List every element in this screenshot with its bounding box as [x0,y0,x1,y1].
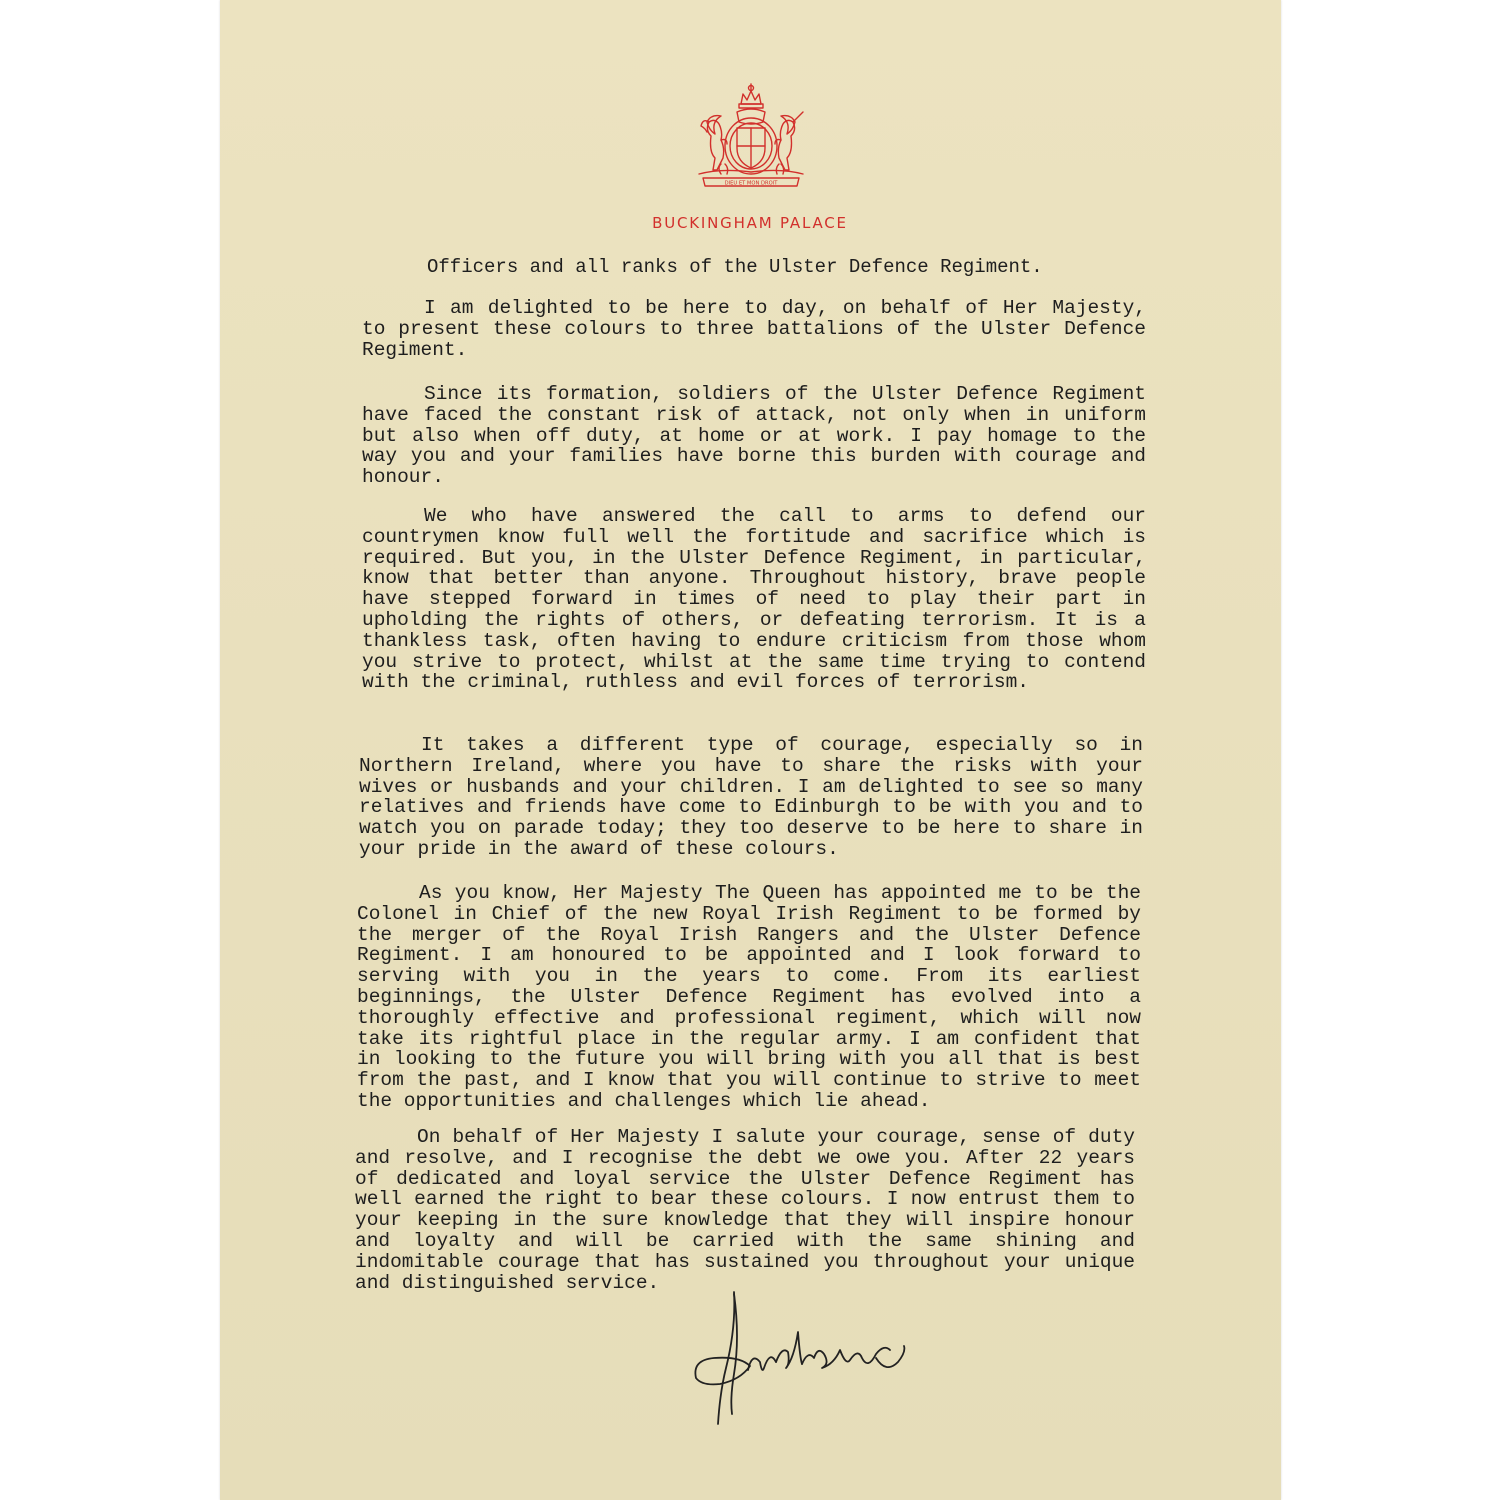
letterhead-title: BUCKINGHAM PALACE [652,214,848,232]
handwritten-signature [690,1288,925,1428]
paragraph-3: We who have answered the call to arms to defend our countrymen know full well the fortitude and sacrifice which is required. But you, in the Ulster Defence Regiment, in particular, know that better than anyone. Throughout history, brave people have stepped forward in times of need to play their part in upholding the rights of others, or defeating terrorism. It is a thankless task, often having to endure criticism from those whom you strive to protect, whilst at the same time trying to contend with the criminal, ruthless and evil forces of terrorism. [362,505,1146,694]
paragraph-1: I am delighted to be here to day, on behalf of Her Majesty, to present these colours to three battalions of the Ulster Defence Regiment. [362,297,1146,361]
paragraph-5: As you know, Her Majesty The Queen has appointed me to be the Colonel in Chief of the new Royal Irish Regiment to be formed by the merger of the Royal Irish Rangers and the Ulster Defence Regiment. I am honoured to be appointed and I look forward to serving with you in the years to come. From its earliest beginnings, the Ulster Defence Regiment has evolved into a thoroughly effective and professional regiment, which will now take its rightful place in the regular army. I am confident that in looking to the future you will bring with you all that is best from the past, and I know that you will continue to strive to meet the opportunities and challenges which lie ahead. [357,882,1141,1112]
paragraph-2: Since its formation, soldiers of the Ulster Defence Regiment have faced the constant risk of attack, not only when in uniform but also when off duty, at home or at work. I pay homage to the way you and your families have borne this burden with courage and honour. [362,383,1146,489]
paragraph-4: It takes a different type of courage, especially so in Northern Ireland, where you have to share the risks with your wives or husbands and your children. I am delighted to see so many relatives and friends have come to Edinburgh to be with you and to watch you on parade today; they too deserve to be here to share in your pride in the award of these colours. [359,734,1143,860]
paragraph-6: On behalf of Her Majesty I salute your courage, sense of duty and resolve, and I recognise the debt we owe you. After 22 years of dedicated and loyal service the Ulster Defence Regiment has well earned the right to bear these colours. I now entrust them to your keeping in the sure knowledge that they will inspire honour and loyalty and will be carried with the same shining and indomitable courage that has sustained you throughout your unique and distinguished service. [355,1126,1135,1294]
royal-coat-of-arms-icon [681,82,821,194]
salutation: Officers and all ranks of the Ulster Defence Regiment. [427,256,1043,278]
svg-text:DIEU ET MON DROIT: DIEU ET MON DROIT [724,180,778,187]
